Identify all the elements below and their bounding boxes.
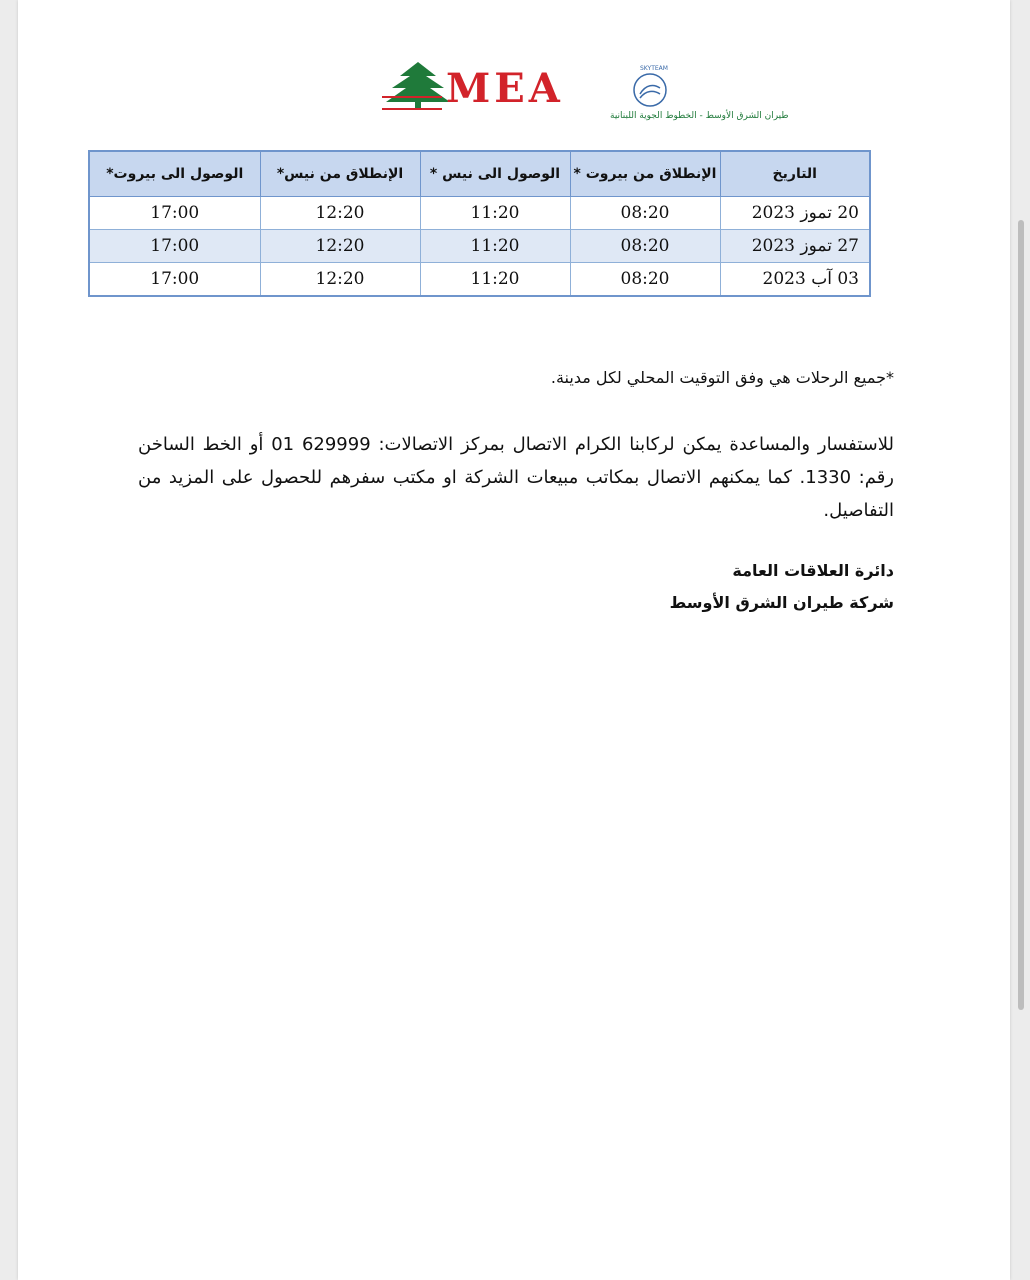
mea-logo — [378, 58, 789, 124]
header-depart-beirut: الإنطلاق من بيروت * — [570, 151, 720, 197]
cell-arrive-beirut: 17:00 — [89, 263, 260, 297]
header-date: التاريخ — [720, 151, 870, 197]
cell-arrive-beirut: 17:00 — [89, 230, 260, 263]
header-arrive-nice: الوصول الى نيس * — [420, 151, 570, 197]
cell-depart-beirut: 08:20 — [570, 197, 720, 230]
signature-block — [670, 555, 894, 619]
cell-date: 20 تموز 2023 — [720, 197, 870, 230]
signature-department: دائرة العلاقات العامة — [732, 561, 894, 580]
skyteam-icon — [634, 74, 666, 106]
logo-arabic-tagline: طيران الشرق الأوسط - الخطوط الجوية اللبنانية — [610, 111, 789, 121]
cell-depart-nice: 12:20 — [260, 230, 420, 263]
cell-depart-nice: 12:20 — [260, 197, 420, 230]
skyteam-text: SKYTEAM — [640, 65, 668, 72]
table-row — [89, 230, 870, 263]
document-page — [18, 0, 1010, 1280]
cell-arrive-nice: 11:20 — [420, 263, 570, 297]
signature-company: شركة طيران الشرق الأوسط — [669, 593, 894, 612]
cell-depart-nice: 12:20 — [260, 263, 420, 297]
cell-arrive-nice: 11:20 — [420, 230, 570, 263]
cell-date: 03 آب 2023 — [720, 263, 870, 297]
logo-brand-text: MEA — [446, 65, 564, 112]
timezone-note: *جميع الرحلات هي وفق التوقيت المحلي لكل مدينة. — [550, 368, 894, 387]
table-header-row — [89, 151, 870, 197]
table-row — [89, 197, 870, 230]
mea-logo-graphic — [378, 58, 789, 124]
contact-paragraph: للاستفسار والمساعدة يمكن لركابنا الكرام الاتصال بمركز الاتصالات: 629999 01 أو الخط الساخن رقم: 1330. كما يمكنهم الاتصال بمكاتب مبيعات الشركة او مكتب سفرهم للحصول على المزيد من التفاصيل. — [138, 434, 895, 521]
cell-arrive-nice: 11:20 — [420, 197, 570, 230]
cell-depart-beirut: 08:20 — [570, 263, 720, 297]
flight-schedule-table — [88, 150, 871, 297]
cell-arrive-beirut: 17:00 — [89, 197, 260, 230]
vertical-scrollbar[interactable] — [1018, 220, 1024, 1010]
cell-depart-beirut: 08:20 — [570, 230, 720, 263]
header-arrive-beirut: الوصول الى بيروت* — [89, 151, 260, 197]
table-row — [89, 263, 870, 297]
header-depart-nice: الإنطلاق من نيس* — [260, 151, 420, 197]
cedar-icon — [382, 62, 450, 110]
cell-date: 27 تموز 2023 — [720, 230, 870, 263]
